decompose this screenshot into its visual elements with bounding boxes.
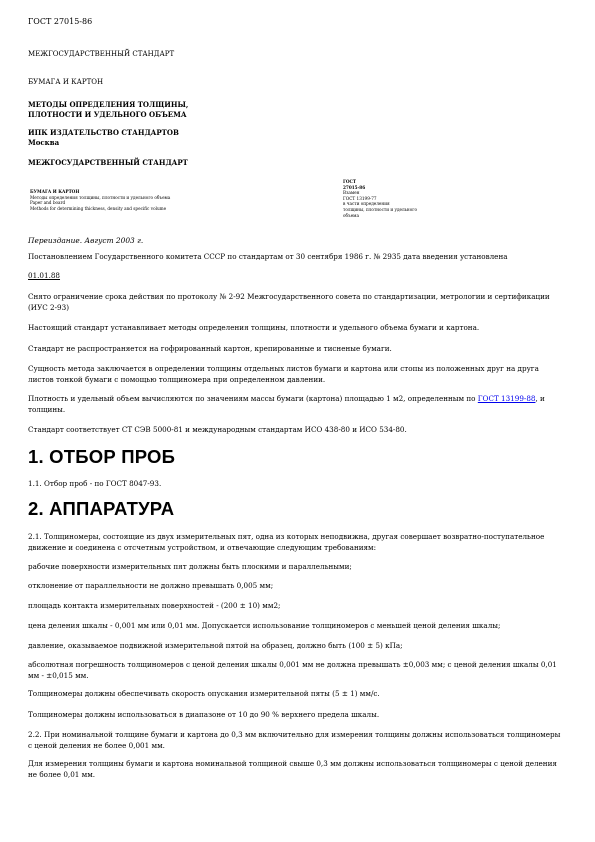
doc-code: ГОСТ 27015-86 [28, 17, 93, 26]
section-2-item-7: абсолютная погрешность толщиномеров с ценой деления шкалы 0,001 мм не должна превышать ±0,003 мм; с ценой деления шкалы 0,01 мм - ±0,015 мм. [28, 660, 557, 680]
paragraph-5-end: , и толщины. [28, 394, 545, 414]
section-2-heading: 2. АППАРАТУРА [28, 498, 175, 519]
standard-type-2: МЕЖГОСУДАРСТВЕННЫЙ СТАНДАРТ [28, 158, 188, 167]
reissue-note: Переиздание. Август 2003 г. [28, 236, 144, 245]
title-block-right-line5: в части определения [343, 201, 390, 207]
title-block-right-line1: ГОСТ [343, 179, 356, 184]
paragraph-1: Снято ограничение срока действия по протоколу № 2-92 Межгосударственного совета по стандартизации, метрологии и сертификации (ИУС 2-93) [28, 292, 550, 312]
section-2-item-6: давление, оказываемое подвижной измерительной пятой на образец, должно быть (100 ± 5) кПа; [28, 641, 403, 650]
section-2-item-9: Толщиномеры должны использоваться в диапазоне от 10 до 90 % верхнего предела шкалы. [28, 710, 380, 719]
section-1-item-1: 1.1. Отбор проб - по ГОСТ 8047-93. [28, 479, 162, 488]
decree-text: Постановлением Государственного комитета СССР по стандартам от 30 сентября 1986 г. № 2935 дата введения установлена [28, 252, 508, 261]
gost-13199-88-link[interactable]: ГОСТ 13199-88 [477, 394, 536, 403]
section-2-item-3: отклонение от параллельности не должно превышать 0,005 мм; [28, 581, 274, 590]
section-2-item-4: площадь контакта измерительных поверхностей - (200 ± 10) мм2; [28, 601, 281, 610]
method-title-line2: ПЛОТНОСТИ И УДЕЛЬНОГО ОБЪЕМА [28, 110, 187, 119]
title-block-right-line3: Взамен [343, 190, 360, 196]
title-block-right-line7: объема [343, 212, 359, 218]
title-block-left-line4: Methods for determining thickness, density and specific volume [30, 205, 167, 211]
title-block-right-line4: ГОСТ 13199-77 [343, 195, 377, 201]
section-2-item-10: 2.2. При номинальной толщине бумаги и картона до 0,3 мм включительно для измерения толщины должны использоваться толщиномеры с ценой деления не более 0,001 мм. [28, 730, 561, 750]
title-block-right-line2: 27015-86 [343, 184, 366, 190]
section-2-item-11: Для измерения толщины бумаги и картона номинальной толщиной свыше 0,3 мм должны использоваться толщиномеры с ценой деления не более 0,01 мм. [28, 759, 557, 779]
title-block-left-line3: Paper and board [30, 200, 66, 206]
title-block-left-line1: БУМАГА И КАРТОН [30, 189, 80, 194]
paragraph-5 [28, 393, 562, 415]
paragraph-6: Стандарт соответствует СТ СЭВ 5000-81 и международным стандартам ИСО 438-80 и ИСО 534-80. [28, 425, 407, 434]
paragraph-3: Стандарт не распространяется на гофрированный картон, крепированные и тисненые бумаги. [28, 344, 392, 353]
standard-type: МЕЖГОСУДАРСТВЕННЫЙ СТАНДАРТ [28, 50, 175, 58]
method-title-line1: МЕТОДЫ ОПРЕДЕЛЕНИЯ ТОЛЩИНЫ, [28, 100, 189, 109]
subject-title: БУМАГА И КАРТОН [28, 78, 104, 86]
paragraph-2: Настоящий стандарт устанавливает методы определения толщины, плотности и удельного объема бумаги и картона. [28, 323, 480, 332]
city: Москва [28, 138, 60, 147]
effective-date: 01.01.88 [28, 271, 61, 280]
publisher: ИПК ИЗДАТЕЛЬСТВО СТАНДАРТОВ [28, 128, 179, 137]
section-2-item-1: 2.1. Толщиномеры, состоящие из двух измерительных пят, одна из которых неподвижна, другая совершает возвратно-поступательное движение и соединена с отсчетным устройством, и отвечающие следующим требованиям: [28, 532, 545, 552]
title-block-right-line6: толщины, плотности и удельного [343, 206, 417, 212]
section-2-item-5: цена деления шкалы - 0,001 мм или 0,01 мм. Допускается использование толщиномеров с меньшей ценой деления шкалы; [28, 621, 501, 630]
section-1-heading: 1. ОТБОР ПРОБ [28, 446, 176, 467]
paragraph-5-start: Плотность и удельный объем вычисляются по значениям массы бумаги (картона) площадью 1 м2, определенным по [28, 394, 478, 403]
title-block-left [30, 189, 330, 211]
title-block-right [343, 179, 453, 218]
paragraph-4: Сущность метода заключается в определении толщины отдельных листов бумаги и картона или стопы из положенных друг на друга листов тонкой бумаги с помощью толщиномера при определенном давлении. [28, 364, 539, 384]
section-2-item-8: Толщиномеры должны обеспечивать скорость опускания измерительной пяты (5 ± 1) мм/с. [28, 689, 380, 698]
section-2-item-2: рабочие поверхности измерительных пят должны быть плоскими и параллельными; [28, 562, 352, 571]
title-block-left-line2: Методы определения толщины, плотности и удельного объема [30, 194, 171, 200]
